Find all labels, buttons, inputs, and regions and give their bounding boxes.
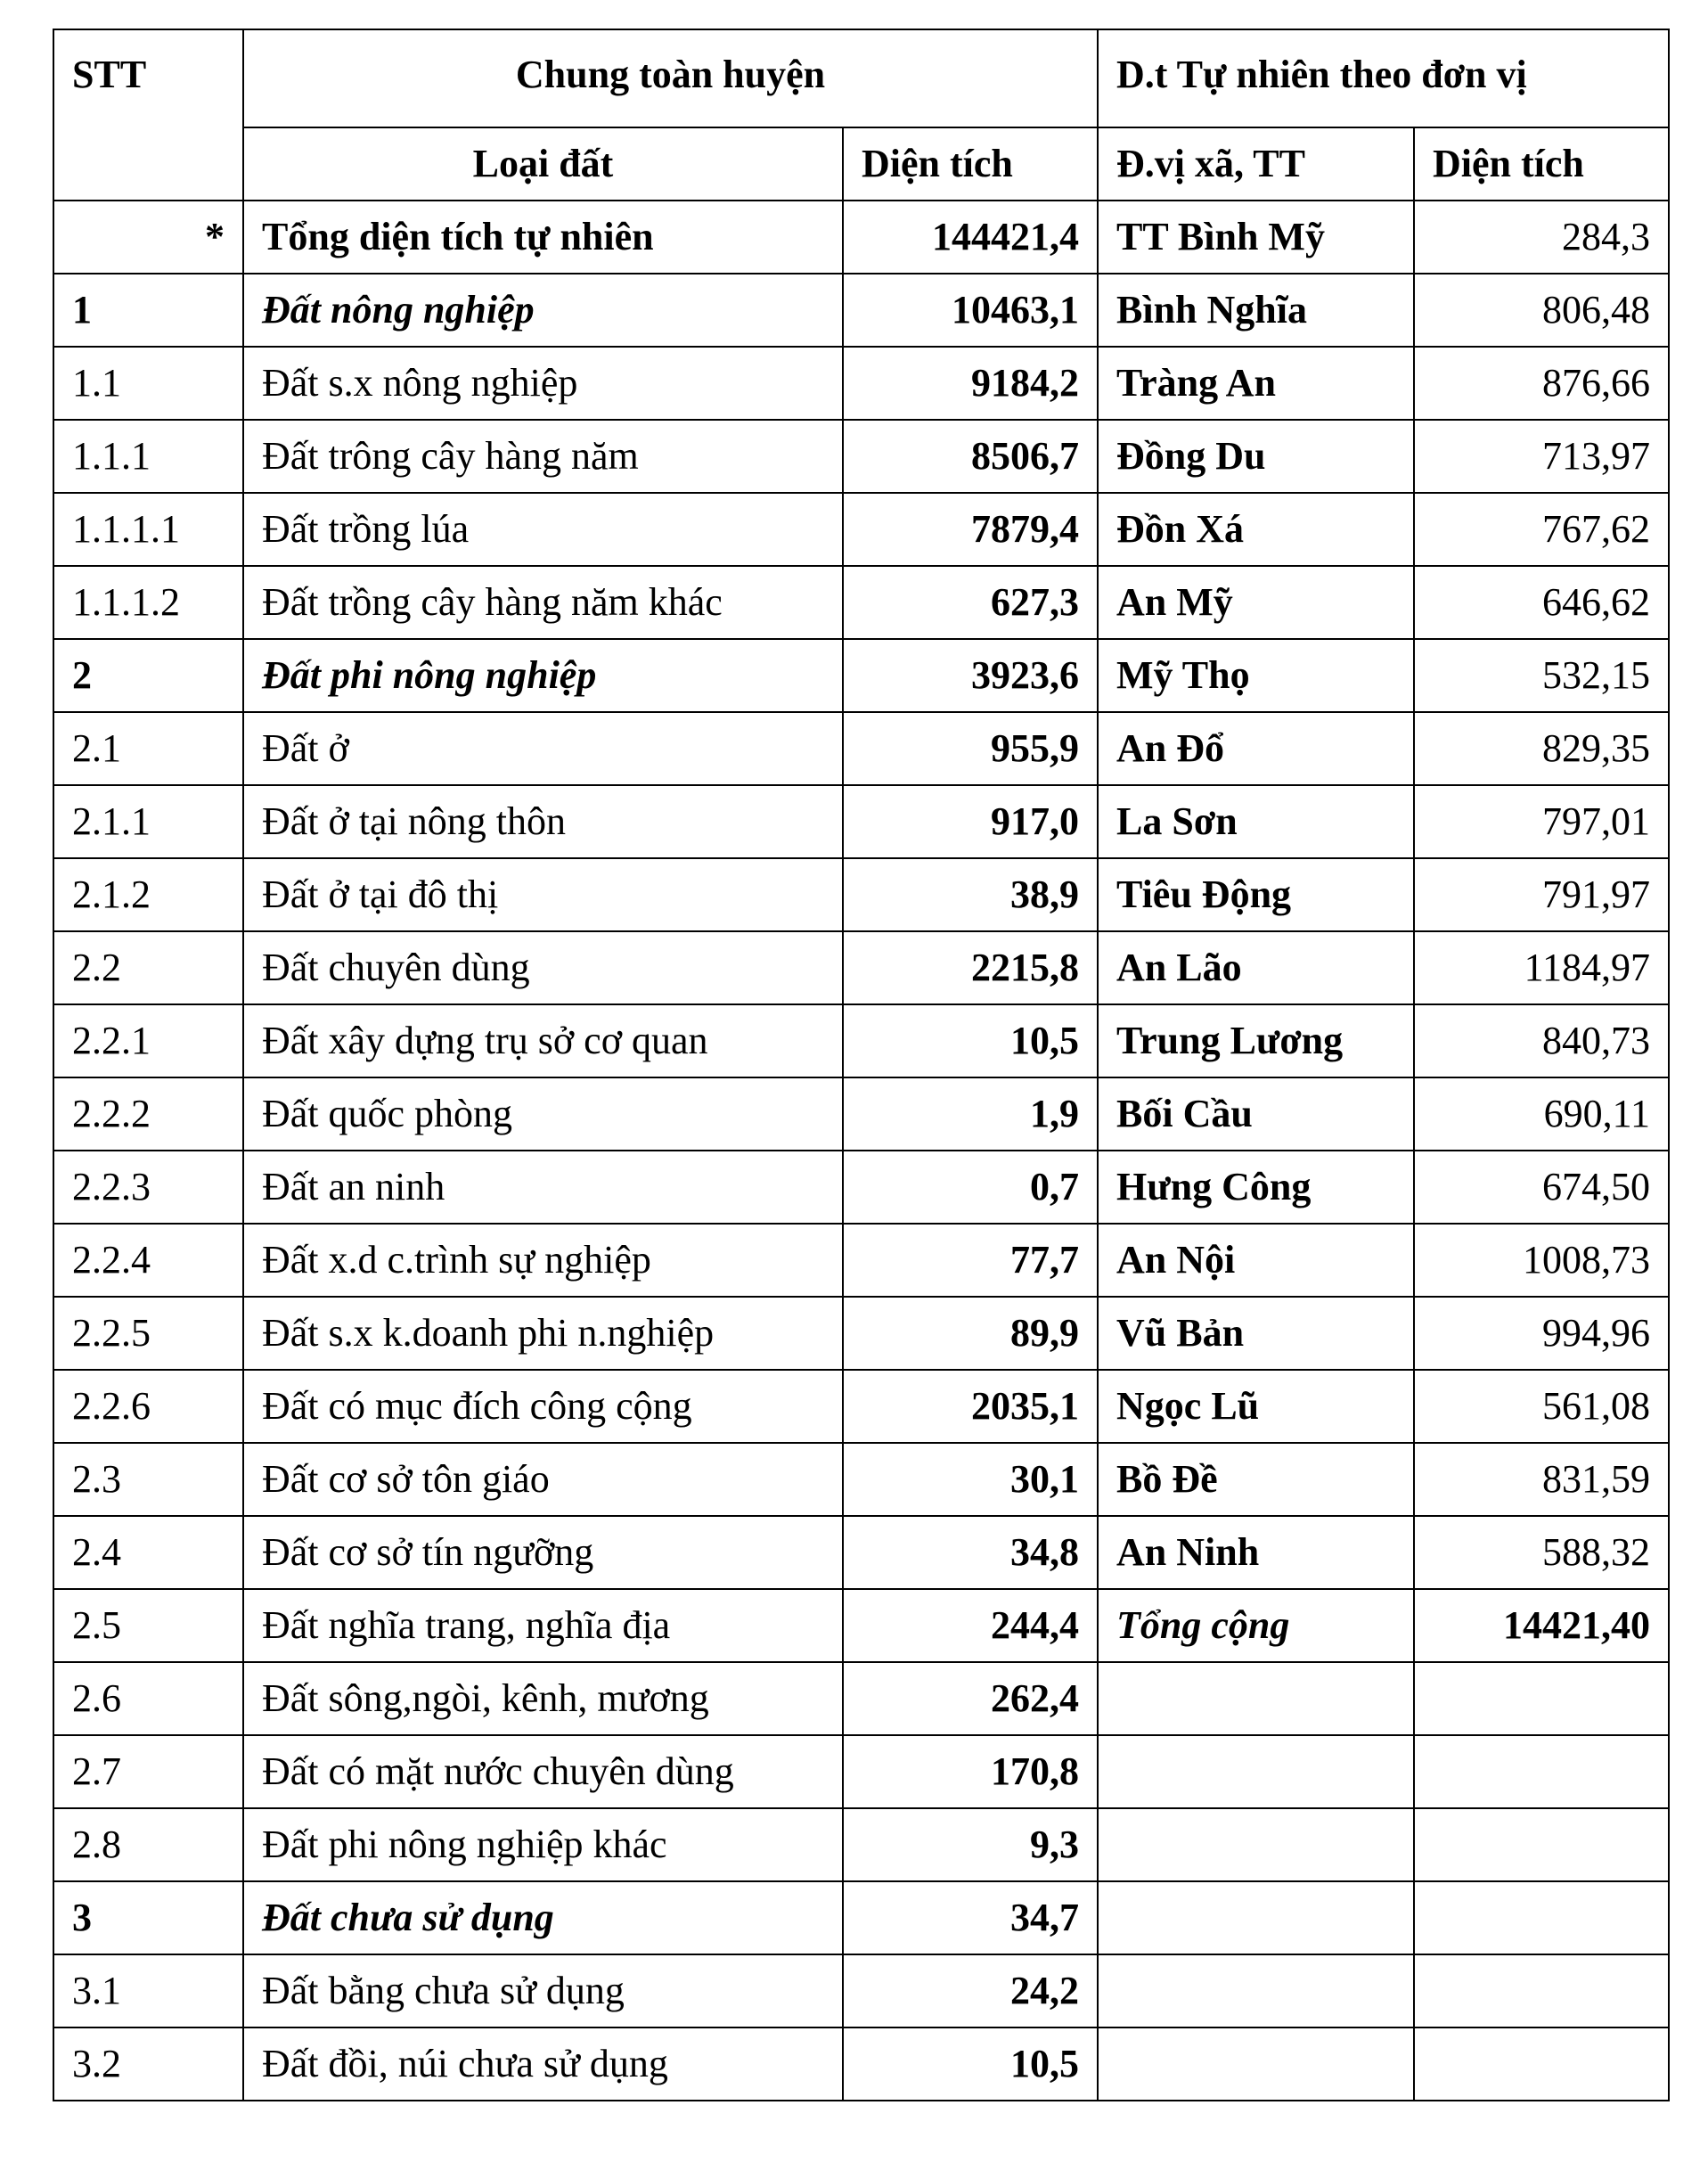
row-area: 10,5 <box>843 1004 1098 1077</box>
table-row <box>53 785 1669 858</box>
row-land-type: Đất trồng lúa <box>243 493 843 566</box>
row-unit-area: 14421,40 <box>1414 1589 1669 1662</box>
row-unit-area <box>1414 1808 1669 1881</box>
row-area: 917,0 <box>843 785 1098 858</box>
row-stt: 1.1 <box>53 347 243 420</box>
row-unit-name <box>1098 1881 1414 1954</box>
row-unit-area <box>1414 1735 1669 1808</box>
row-land-type: Đất bằng chưa sử dụng <box>243 1954 843 2027</box>
table-row <box>53 201 1669 274</box>
table-row <box>53 712 1669 785</box>
row-unit-name: TT Bình Mỹ <box>1098 201 1414 274</box>
table-row <box>53 1370 1669 1443</box>
row-unit-name: Hưng Công <box>1098 1151 1414 1224</box>
row-land-type: Đất chưa sử dụng <box>243 1881 843 1954</box>
table-row <box>53 1516 1669 1589</box>
row-stt: 2.1.2 <box>53 858 243 931</box>
row-area: 38,9 <box>843 858 1098 931</box>
row-land-type: Đất x.d c.trình sự nghiệp <box>243 1224 843 1297</box>
row-land-type: Tổng diện tích tự nhiên <box>243 201 843 274</box>
row-area: 9184,2 <box>843 347 1098 420</box>
row-land-type: Đất an ninh <box>243 1151 843 1224</box>
row-unit-name: Ngọc Lũ <box>1098 1370 1414 1443</box>
table-row <box>53 347 1669 420</box>
row-stt: 2.3 <box>53 1443 243 1516</box>
row-stt: 2.8 <box>53 1808 243 1881</box>
row-stt: 2.4 <box>53 1516 243 1589</box>
row-area: 3923,6 <box>843 639 1098 712</box>
row-stt: * <box>53 201 243 274</box>
row-unit-name <box>1098 1954 1414 2027</box>
row-unit-name <box>1098 1735 1414 1808</box>
row-stt: 2.2.5 <box>53 1297 243 1370</box>
row-unit-area: 1184,97 <box>1414 931 1669 1004</box>
table-row <box>53 1808 1669 1881</box>
row-area: 244,4 <box>843 1589 1098 1662</box>
row-area: 10,5 <box>843 2027 1098 2101</box>
row-stt: 2.5 <box>53 1589 243 1662</box>
row-stt: 3.2 <box>53 2027 243 2101</box>
row-area: 2215,8 <box>843 931 1098 1004</box>
table-body <box>53 29 1669 2101</box>
row-unit-area: 532,15 <box>1414 639 1669 712</box>
row-land-type: Đất sông,ngòi, kênh, mương <box>243 1662 843 1735</box>
row-unit-area: 797,01 <box>1414 785 1669 858</box>
row-unit-area <box>1414 1881 1669 1954</box>
row-stt: 2.2.2 <box>53 1077 243 1151</box>
row-area: 262,4 <box>843 1662 1098 1735</box>
row-unit-name: Bồ Đề <box>1098 1443 1414 1516</box>
row-land-type: Đất trồng cây hàng năm khác <box>243 566 843 639</box>
header-row-1 <box>53 29 1669 127</box>
row-land-type: Đất phi nông nghiệp <box>243 639 843 712</box>
row-unit-name: An Mỹ <box>1098 566 1414 639</box>
row-unit-name: Bình Nghĩa <box>1098 274 1414 347</box>
table-row <box>53 1881 1669 1954</box>
row-unit-area: 840,73 <box>1414 1004 1669 1077</box>
row-unit-area: 690,11 <box>1414 1077 1669 1151</box>
row-unit-name: Tổng cộng <box>1098 1589 1414 1662</box>
header-unit-name: Đ.vị xã, TT <box>1098 127 1414 201</box>
row-unit-area: 806,48 <box>1414 274 1669 347</box>
row-land-type: Đất s.x k.doanh phi n.nghiệp <box>243 1297 843 1370</box>
table-row <box>53 1443 1669 1516</box>
row-area: 955,9 <box>843 712 1098 785</box>
table-row <box>53 1589 1669 1662</box>
row-land-type: Đất có mặt nước chuyên dùng <box>243 1735 843 1808</box>
table-row <box>53 1077 1669 1151</box>
row-area: 627,3 <box>843 566 1098 639</box>
row-area: 7879,4 <box>843 493 1098 566</box>
row-stt: 2.2 <box>53 931 243 1004</box>
table-row <box>53 1662 1669 1735</box>
row-stt: 2.2.6 <box>53 1370 243 1443</box>
row-land-type: Đất trông cây hàng năm <box>243 420 843 493</box>
land-area-table <box>53 29 1670 2101</box>
header-unit-area: Diện tích <box>1414 127 1669 201</box>
row-unit-area: 876,66 <box>1414 347 1669 420</box>
table-row <box>53 274 1669 347</box>
row-unit-name: La Sơn <box>1098 785 1414 858</box>
row-unit-name: An Lão <box>1098 931 1414 1004</box>
row-unit-name <box>1098 1662 1414 1735</box>
row-area: 8506,7 <box>843 420 1098 493</box>
row-area: 77,7 <box>843 1224 1098 1297</box>
row-stt: 2.7 <box>53 1735 243 1808</box>
row-unit-name: An Ninh <box>1098 1516 1414 1589</box>
row-area: 2035,1 <box>843 1370 1098 1443</box>
row-land-type: Đất chuyên dùng <box>243 931 843 1004</box>
row-area: 10463,1 <box>843 274 1098 347</box>
header-area: Diện tích <box>843 127 1098 201</box>
row-area: 9,3 <box>843 1808 1098 1881</box>
row-land-type: Đất xây dựng trụ sở cơ quan <box>243 1004 843 1077</box>
row-land-type: Đất ở tại đô thị <box>243 858 843 931</box>
row-unit-area: 829,35 <box>1414 712 1669 785</box>
table-row <box>53 1735 1669 1808</box>
table-row <box>53 1224 1669 1297</box>
table-row <box>53 858 1669 931</box>
row-area: 89,9 <box>843 1297 1098 1370</box>
row-unit-name: An Đổ <box>1098 712 1414 785</box>
row-area: 144421,4 <box>843 201 1098 274</box>
table-row <box>53 493 1669 566</box>
row-area: 170,8 <box>843 1735 1098 1808</box>
row-land-type: Đất s.x nông nghiệp <box>243 347 843 420</box>
header-unit-group: D.t Tự nhiên theo đơn vị <box>1098 29 1669 127</box>
header-row-2 <box>53 127 1669 201</box>
row-land-type: Đất cơ sở tín ngưỡng <box>243 1516 843 1589</box>
table-row <box>53 420 1669 493</box>
table-row <box>53 2027 1669 2101</box>
row-stt: 3.1 <box>53 1954 243 2027</box>
row-unit-area: 767,62 <box>1414 493 1669 566</box>
row-unit-area: 674,50 <box>1414 1151 1669 1224</box>
row-area: 30,1 <box>843 1443 1098 1516</box>
row-unit-name <box>1098 2027 1414 2101</box>
row-stt: 1 <box>53 274 243 347</box>
row-unit-name: Tràng An <box>1098 347 1414 420</box>
row-area: 0,7 <box>843 1151 1098 1224</box>
row-land-type: Đất quốc phòng <box>243 1077 843 1151</box>
row-land-type: Đất có mục đích công cộng <box>243 1370 843 1443</box>
header-stt: STT <box>53 29 243 201</box>
row-land-type: Đất ở tại nông thôn <box>243 785 843 858</box>
row-area: 24,2 <box>843 1954 1098 2027</box>
row-unit-name <box>1098 1808 1414 1881</box>
row-unit-area: 646,62 <box>1414 566 1669 639</box>
row-unit-name: Tiêu Động <box>1098 858 1414 931</box>
row-area: 34,7 <box>843 1881 1098 1954</box>
row-unit-area: 831,59 <box>1414 1443 1669 1516</box>
row-unit-area: 561,08 <box>1414 1370 1669 1443</box>
row-land-type: Đất phi nông nghiệp khác <box>243 1808 843 1881</box>
table-row <box>53 931 1669 1004</box>
row-unit-name: Đồng Du <box>1098 420 1414 493</box>
row-stt: 2.2.1 <box>53 1004 243 1077</box>
table-row <box>53 1004 1669 1077</box>
row-unit-name: Mỹ Thọ <box>1098 639 1414 712</box>
row-area: 34,8 <box>843 1516 1098 1589</box>
row-unit-area: 284,3 <box>1414 201 1669 274</box>
row-stt: 2.1.1 <box>53 785 243 858</box>
table-row <box>53 1151 1669 1224</box>
header-district-group: Chung toàn huyện <box>243 29 1098 127</box>
row-land-type: Đất đồi, núi chưa sử dụng <box>243 2027 843 2101</box>
table-row <box>53 566 1669 639</box>
row-stt: 2.1 <box>53 712 243 785</box>
row-unit-area: 713,97 <box>1414 420 1669 493</box>
table-row <box>53 1954 1669 2027</box>
row-unit-area: 791,97 <box>1414 858 1669 931</box>
row-area: 1,9 <box>843 1077 1098 1151</box>
row-land-type: Đất nông nghiệp <box>243 274 843 347</box>
row-unit-name: Bối Cầu <box>1098 1077 1414 1151</box>
row-unit-name: Đồn Xá <box>1098 493 1414 566</box>
header-land-type: Loại đất <box>243 127 843 201</box>
table-row <box>53 1297 1669 1370</box>
row-unit-area: 588,32 <box>1414 1516 1669 1589</box>
row-unit-area <box>1414 1662 1669 1735</box>
row-land-type: Đất nghĩa trang, nghĩa địa <box>243 1589 843 1662</box>
row-stt: 1.1.1.2 <box>53 566 243 639</box>
row-stt: 1.1.1.1 <box>53 493 243 566</box>
row-stt: 2 <box>53 639 243 712</box>
table-row <box>53 639 1669 712</box>
row-land-type: Đất cơ sở tôn giáo <box>243 1443 843 1516</box>
row-stt: 1.1.1 <box>53 420 243 493</box>
row-stt: 3 <box>53 1881 243 1954</box>
row-stt: 2.2.4 <box>53 1224 243 1297</box>
row-unit-area: 1008,73 <box>1414 1224 1669 1297</box>
row-unit-area: 994,96 <box>1414 1297 1669 1370</box>
row-stt: 2.6 <box>53 1662 243 1735</box>
row-land-type: Đất ở <box>243 712 843 785</box>
row-stt: 2.2.3 <box>53 1151 243 1224</box>
row-unit-name: Trung Lương <box>1098 1004 1414 1077</box>
row-unit-name: Vũ Bản <box>1098 1297 1414 1370</box>
row-unit-area <box>1414 2027 1669 2101</box>
row-unit-name: An Nội <box>1098 1224 1414 1297</box>
row-unit-area <box>1414 1954 1669 2027</box>
